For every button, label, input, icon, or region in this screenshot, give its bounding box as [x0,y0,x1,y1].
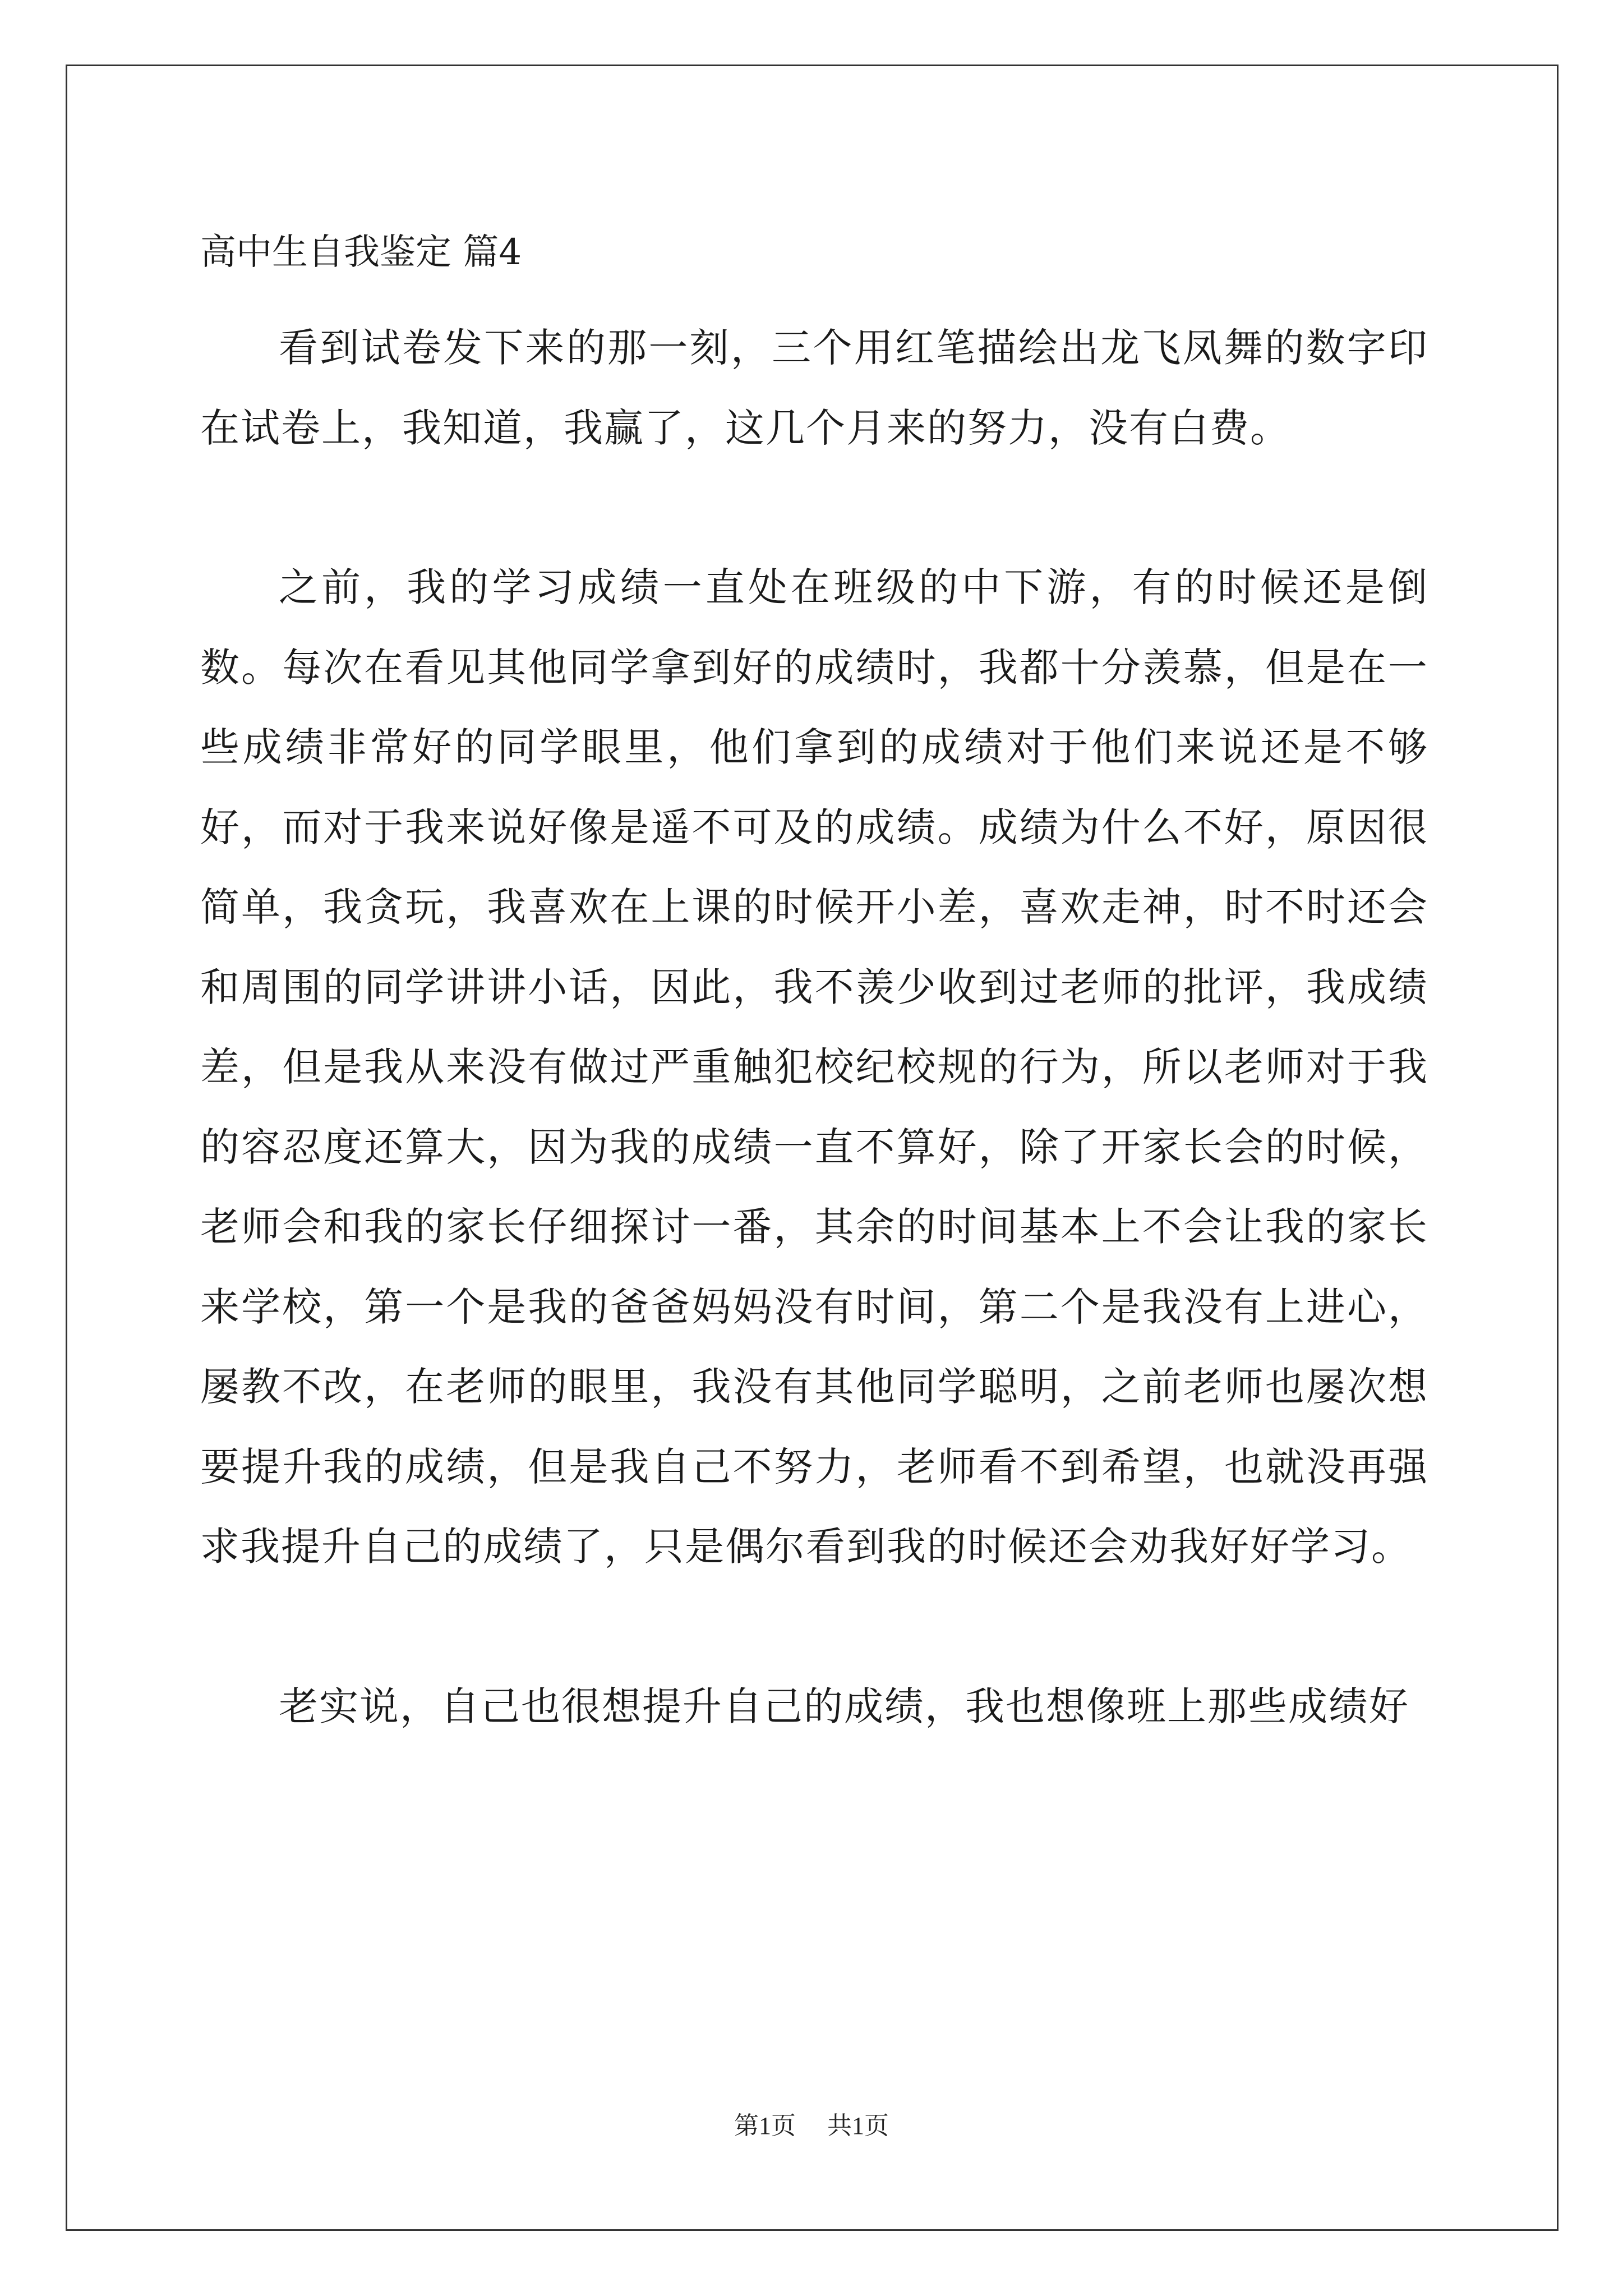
paragraph-3: 老实说，自己也很想提升自己的成绩，我也想像班上那些成绩好 [279,1683,1409,1729]
paragraph-1: 看到试卷发下来的那一刻，三个用红笔描绘出龙飞凤舞的数字印在试卷上，我知道，我赢了，这几个月来的努力，没有白费。 [200,325,1428,451]
document-body [200,216,1428,1746]
document-title: 高中生自我鉴定 篇4 [200,232,522,273]
paragraph-2: 之前，我的学习成绩一直处在班级的中下游，有的时候还是倒数。每次在看见其他同学拿到好的成绩时，我都十分羡慕，但是在一些成绩非常好的同学眼里，他们拿到的成绩对于他们来说还是不够好，而对于我来说好像是遥不可及的成绩。成绩为什么不好，原因很简单，我贪玩，我喜欢在上课的时候开小差，喜欢走神，时不时还会和周围的同学讲讲小话，因此，我不羡少收到过老师的批评，我成绩差，但是我从来没有做过严重触犯校纪校规的行为，所以老师对于我的容忍度还算大，因为我的成绩一直不算好，除了开家长会的时候，老师会和我的家长仔细探讨一番，其余的时间基本上不会让我的家长来学校，第一个是我的爸爸妈妈没有时间，第二个是我没有上进心，屡教不改，在老师的眼里，我没有其他同学聪明，之前老师也屡次想要提升我的成绩，但是我自己不努力，老师看不到希望，也就没再强求我提升自己的成绩了，只是偶尔看到我的时候还会劝我好好学习。 [200,564,1428,1570]
page-total: 共1页 [827,2112,889,2139]
page-number: 第1页 [734,2112,796,2139]
page-footer [0,2109,1623,2143]
